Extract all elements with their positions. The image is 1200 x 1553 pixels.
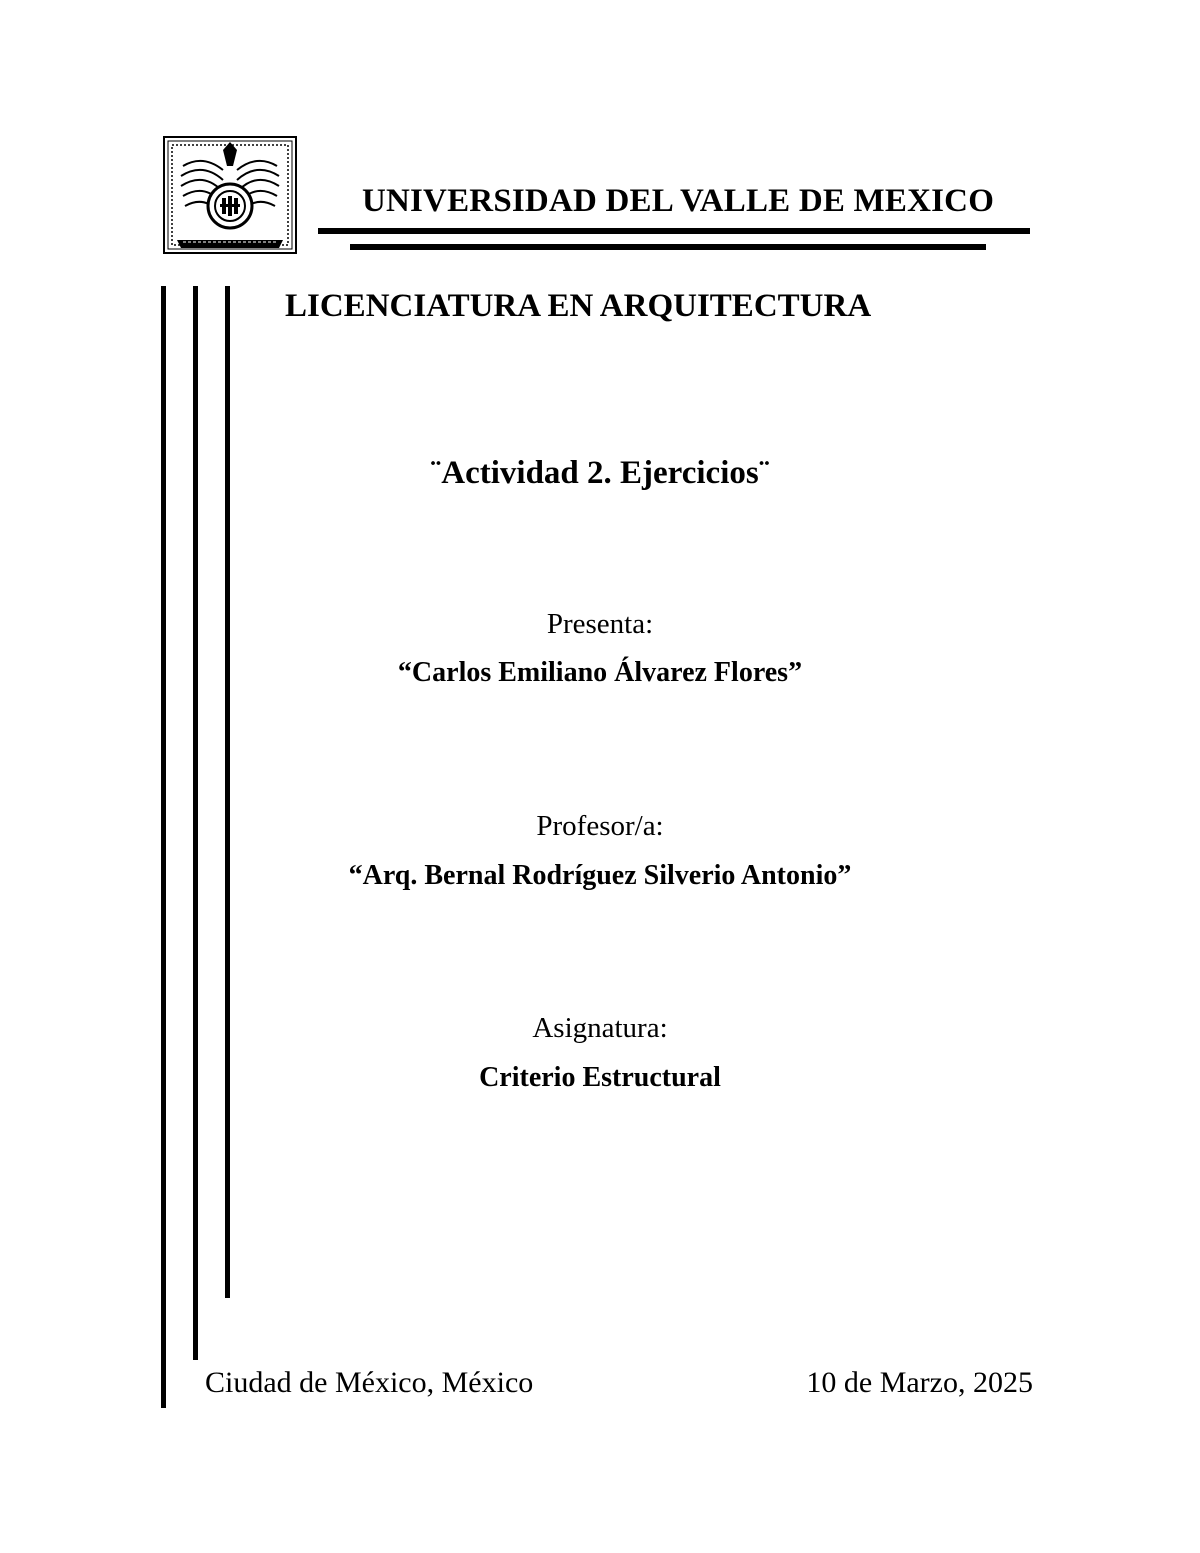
university-name: UNIVERSIDAD DEL VALLE DE MEXICO	[361, 183, 995, 219]
program-title: LICENCIATURA EN ARQUITECTURA	[285, 288, 872, 324]
vertical-bar-inner	[225, 286, 230, 1298]
professor-name: “Arq. Bernal Rodríguez Silverio Antonio”	[348, 860, 852, 891]
activity-title: ¨Actividad 2. Ejercicios¨	[430, 455, 770, 491]
footer-location: Ciudad de México, México	[205, 1366, 534, 1399]
presenter-label: Presenta:	[546, 608, 654, 640]
subject-name: Criterio Estructural	[479, 1062, 721, 1093]
vertical-bar-middle	[193, 286, 198, 1360]
vertical-bar-outer	[161, 286, 166, 1408]
header-rule-bottom	[350, 244, 986, 250]
subject-label: Asignatura:	[532, 1012, 668, 1044]
header-rule-top	[318, 228, 1030, 234]
university-seal-icon	[163, 136, 297, 254]
presenter-name: “Carlos Emiliano Álvarez Flores”	[397, 657, 803, 688]
professor-label: Profesor/a:	[536, 810, 664, 842]
footer-date: 10 de Marzo, 2025	[806, 1366, 1033, 1399]
